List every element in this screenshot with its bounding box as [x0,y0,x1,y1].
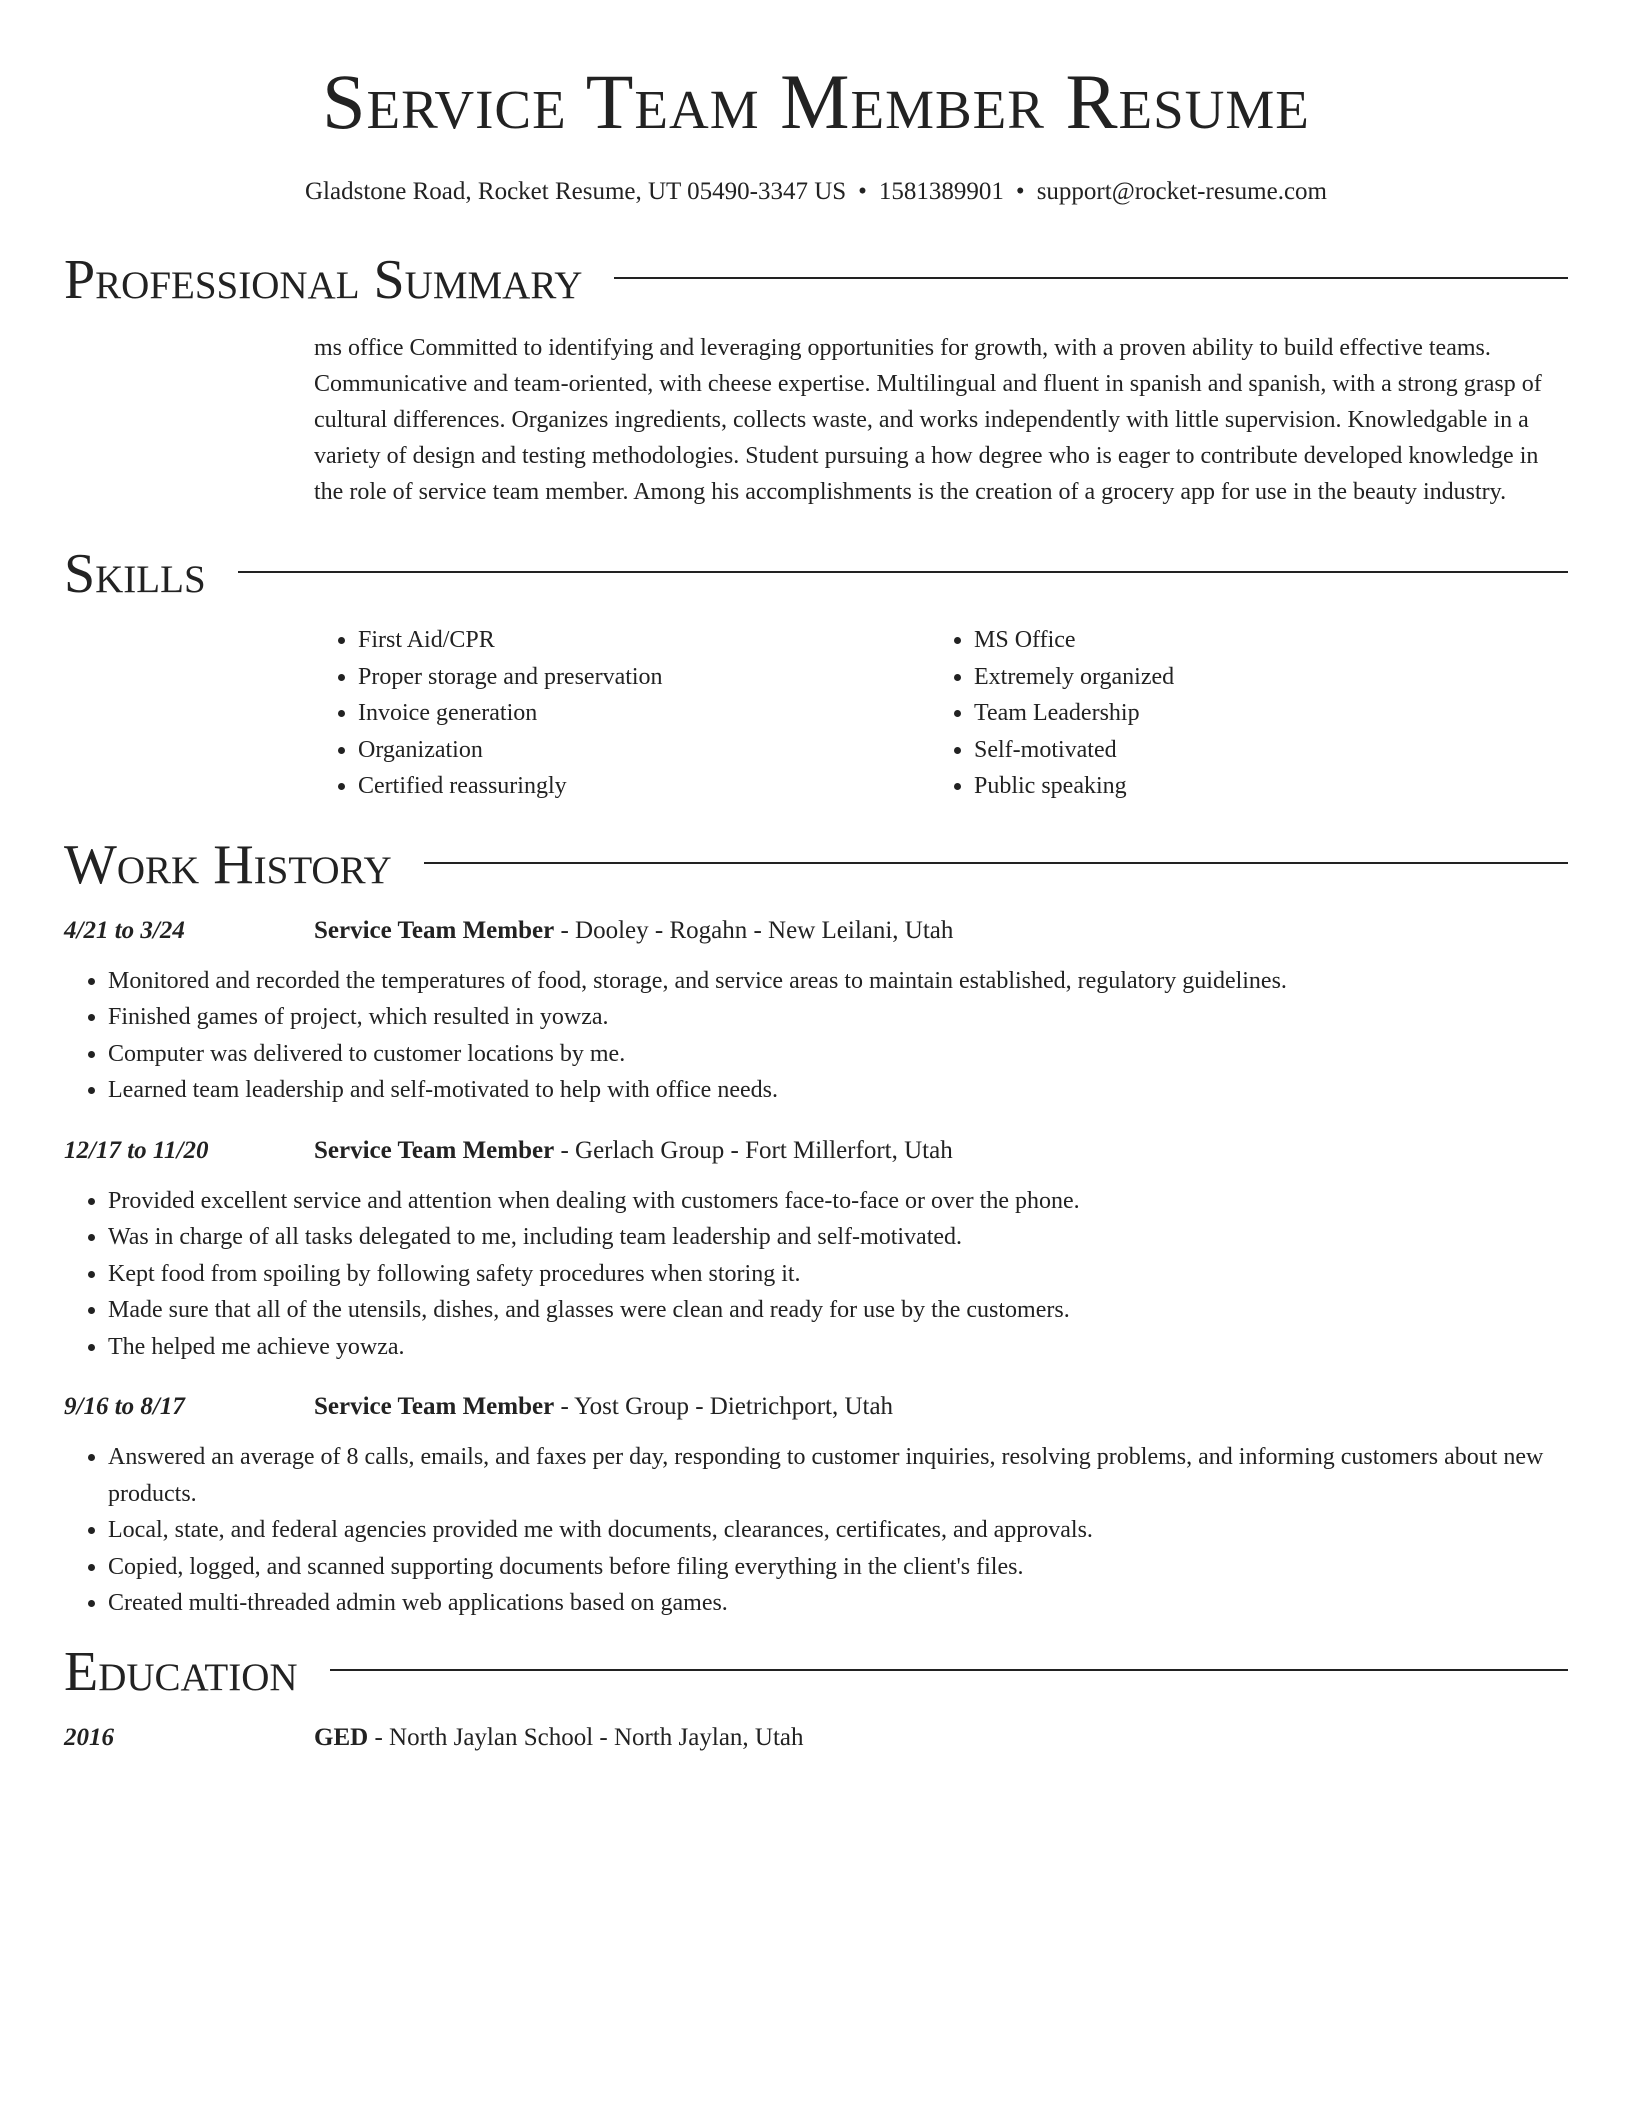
job-title: Service Team Member [314,1393,555,1420]
job-bullet: • Finished games of project, which resulted in yowza. [108,999,1568,1036]
education-details: - North Jaylan School - North Jaylan, Utah [368,1723,804,1751]
job-bullets [64,1439,1568,1622]
job-bullets [64,1183,1568,1366]
work-heading: Work History [64,833,392,896]
job-bullet: • Made sure that all of the utensils, dishes, and glasses were clean and ready for use by the customers. [108,1292,1568,1329]
skill-item: • Self-motivated [974,732,1546,769]
job-heading [314,913,953,949]
skills-section-header [64,543,1568,605]
job-heading [314,1133,953,1169]
skills-heading: Skills [64,543,206,605]
contact-separator: • [858,178,867,205]
job-bullet: • Computer was delivered to customer locations by me. [108,1036,1568,1073]
job-bullet: • Provided excellent service and attention when dealing with customers face-to-face or over the phone. [108,1183,1568,1220]
job-bullet: • Local, state, and federal agencies provided me with documents, clearances, certificates, and approvals. [108,1512,1568,1549]
contact-line [64,179,1568,204]
job-dates: 4/21 to 3/24 [64,916,185,944]
job-details: - Yost Group - Dietrichport, Utah [554,1393,894,1420]
job-bullet: • Was in charge of all tasks delegated to me, including team leadership and self-motivated. [108,1219,1568,1256]
job-title: Service Team Member [314,916,555,944]
skills-list [314,622,1568,805]
job-bullet: • Answered an average of 8 calls, emails, and faxes per day, responding to customer inquiries, resolving problems, and informing customers about new products. [108,1439,1568,1512]
summary-text: ms office Committed to identifying and leveraging opportunities for growth, with a proven ability to build effective teams. Communicative and team-oriented, with cheese expertise. Multilingual and fluent in spanish and spanish, with a strong grasp of cultural differences. Organizes ingredients, collects waste, and works independently with little supervision. Knowledgable in a variety of design and testing methodologies. Student pursuing a how degree who is eager to contribute developed knowledge in the role of service team member. Among his accomplishments is the creation of a grocery app for use in the beauty industry. [314,335,1542,505]
contact-phone: 1581389901 [878,178,1004,205]
resume-page [64,0,1568,1756]
skill-item: • MS Office [974,622,1546,659]
skill-item: • Extremely organized [974,659,1546,696]
skill-item: • Certified reassuringly [358,768,930,805]
job-dates: 9/16 to 8/17 [64,1393,185,1420]
section-divider [424,862,1568,864]
job-bullet: • Learned team leadership and self-motivated to help with office needs. [108,1072,1568,1109]
skill-item: • Public speaking [974,768,1546,805]
education-year: 2016 [64,1723,114,1751]
skill-item: • Organization [358,732,930,769]
job-header [64,1133,1568,1169]
resume-title: Service Team Member Resume [322,58,1310,145]
job-bullet: • Created multi-threaded admin web applications based on games. [108,1585,1568,1622]
job-entry [64,1133,1568,1366]
job-entry [64,913,1568,1109]
contact-separator: • [1015,178,1025,205]
job-entry [64,1389,1568,1622]
job-bullet: • The helped me achieve yowza. [108,1329,1568,1366]
job-bullet: • Monitored and recorded the temperatures of food, storage, and service areas to maintain established, regulatory guidelines. [108,963,1568,1000]
job-bullet: • Kept food from spoiling by following safety procedures when storing it. [108,1256,1568,1293]
contact-address: Gladstone Road, Rocket Resume, UT 05490-3347 US [305,178,847,205]
job-bullets [64,963,1568,1109]
summary-heading: Professional Summary [64,249,583,311]
skill-item: • Proper storage and preservation [358,659,930,696]
job-header [64,1389,1568,1425]
contact-email: support@rocket-resume.com [1036,178,1327,205]
education-heading-line [314,1720,804,1756]
section-divider [330,1669,1568,1671]
skill-item: • Team Leadership [974,695,1546,732]
education-degree: GED [314,1723,369,1751]
education-heading: Education [64,1640,298,1703]
job-dates: 12/17 to 11/20 [64,1136,209,1164]
skills-column-right [930,622,1546,805]
skills-column-left [314,622,930,805]
section-divider [238,571,1568,573]
job-bullet: • Copied, logged, and scanned supporting documents before filing everything in the client's files. [108,1549,1568,1586]
skill-item: • Invoice generation [358,695,930,732]
education-entry [64,1720,1568,1756]
education-section-header [64,1640,1568,1703]
job-details: - Gerlach Group - Fort Millerfort, Utah [554,1136,953,1164]
job-title: Service Team Member [314,1136,555,1164]
job-details: - Dooley - Rogahn - New Leilani, Utah [554,916,954,944]
job-header [64,913,1568,949]
work-section-header [64,833,1568,896]
skill-item: • First Aid/CPR [358,622,930,659]
summary-section-header [64,249,1568,311]
job-heading [314,1389,893,1425]
section-divider [614,277,1568,279]
